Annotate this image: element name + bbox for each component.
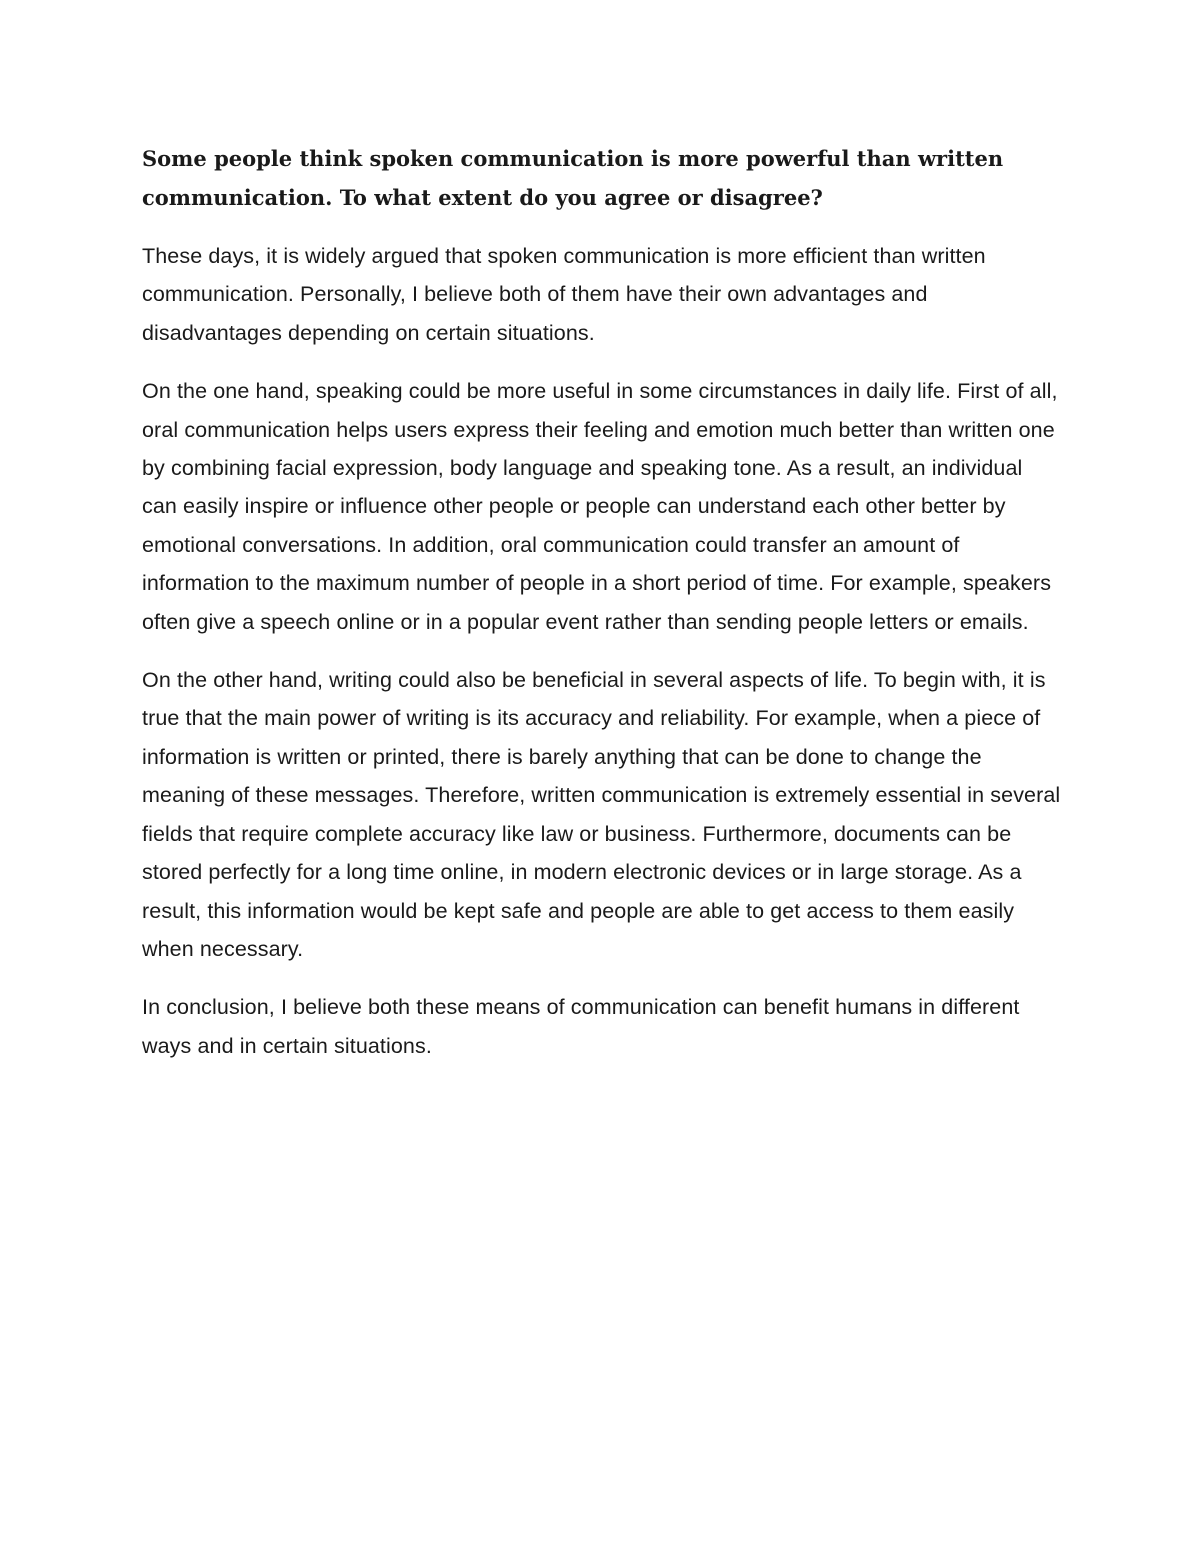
document-body bbox=[142, 139, 1062, 1085]
paragraph-conclusion: In conclusion, I believe both these means of communication can benefit humans in different ways and in certain situations. bbox=[142, 995, 1020, 1058]
paragraph-written-advantages: On the other hand, writing could also be beneficial in several aspects of life. To begin with, it is true that the main power of writing is its accuracy and reliability. For example, when a piece of information is written or printed, there is barely anything that can be done to change the meaning of these messages. Therefore, written communication is extremely essential in several fields that require complete accuracy like law or business. Furthermore, documents can be stored perfectly for a long time online, in modern electronic devices or in large storage. As a result, this information would be kept safe and people are able to get access to them easily when necessary. bbox=[142, 668, 1061, 961]
essay-title: Some people think spoken communication is more powerful than written communication. To what extent do you agree or disagree? bbox=[142, 146, 1004, 210]
paragraph-introduction: These days, it is widely argued that spoken communication is more efficient than written communication. Personally, I believe both of them have their own advantages and disadvantages depending on certain situations. bbox=[142, 244, 986, 345]
paragraph-spoken-advantages: On the one hand, speaking could be more useful in some circumstances in daily life. First of all, oral communication helps users express their feeling and emotion much better than written one by combining facial expression, body language and speaking tone. As a result, an individual can easily inspire or influence other people or people can understand each other better by emotional conversations. In addition, oral communication could transfer an amount of information to the maximum number of people in a short period of time. For example, speakers often give a speech online or in a popular event rather than sending people letters or emails. bbox=[142, 379, 1058, 634]
